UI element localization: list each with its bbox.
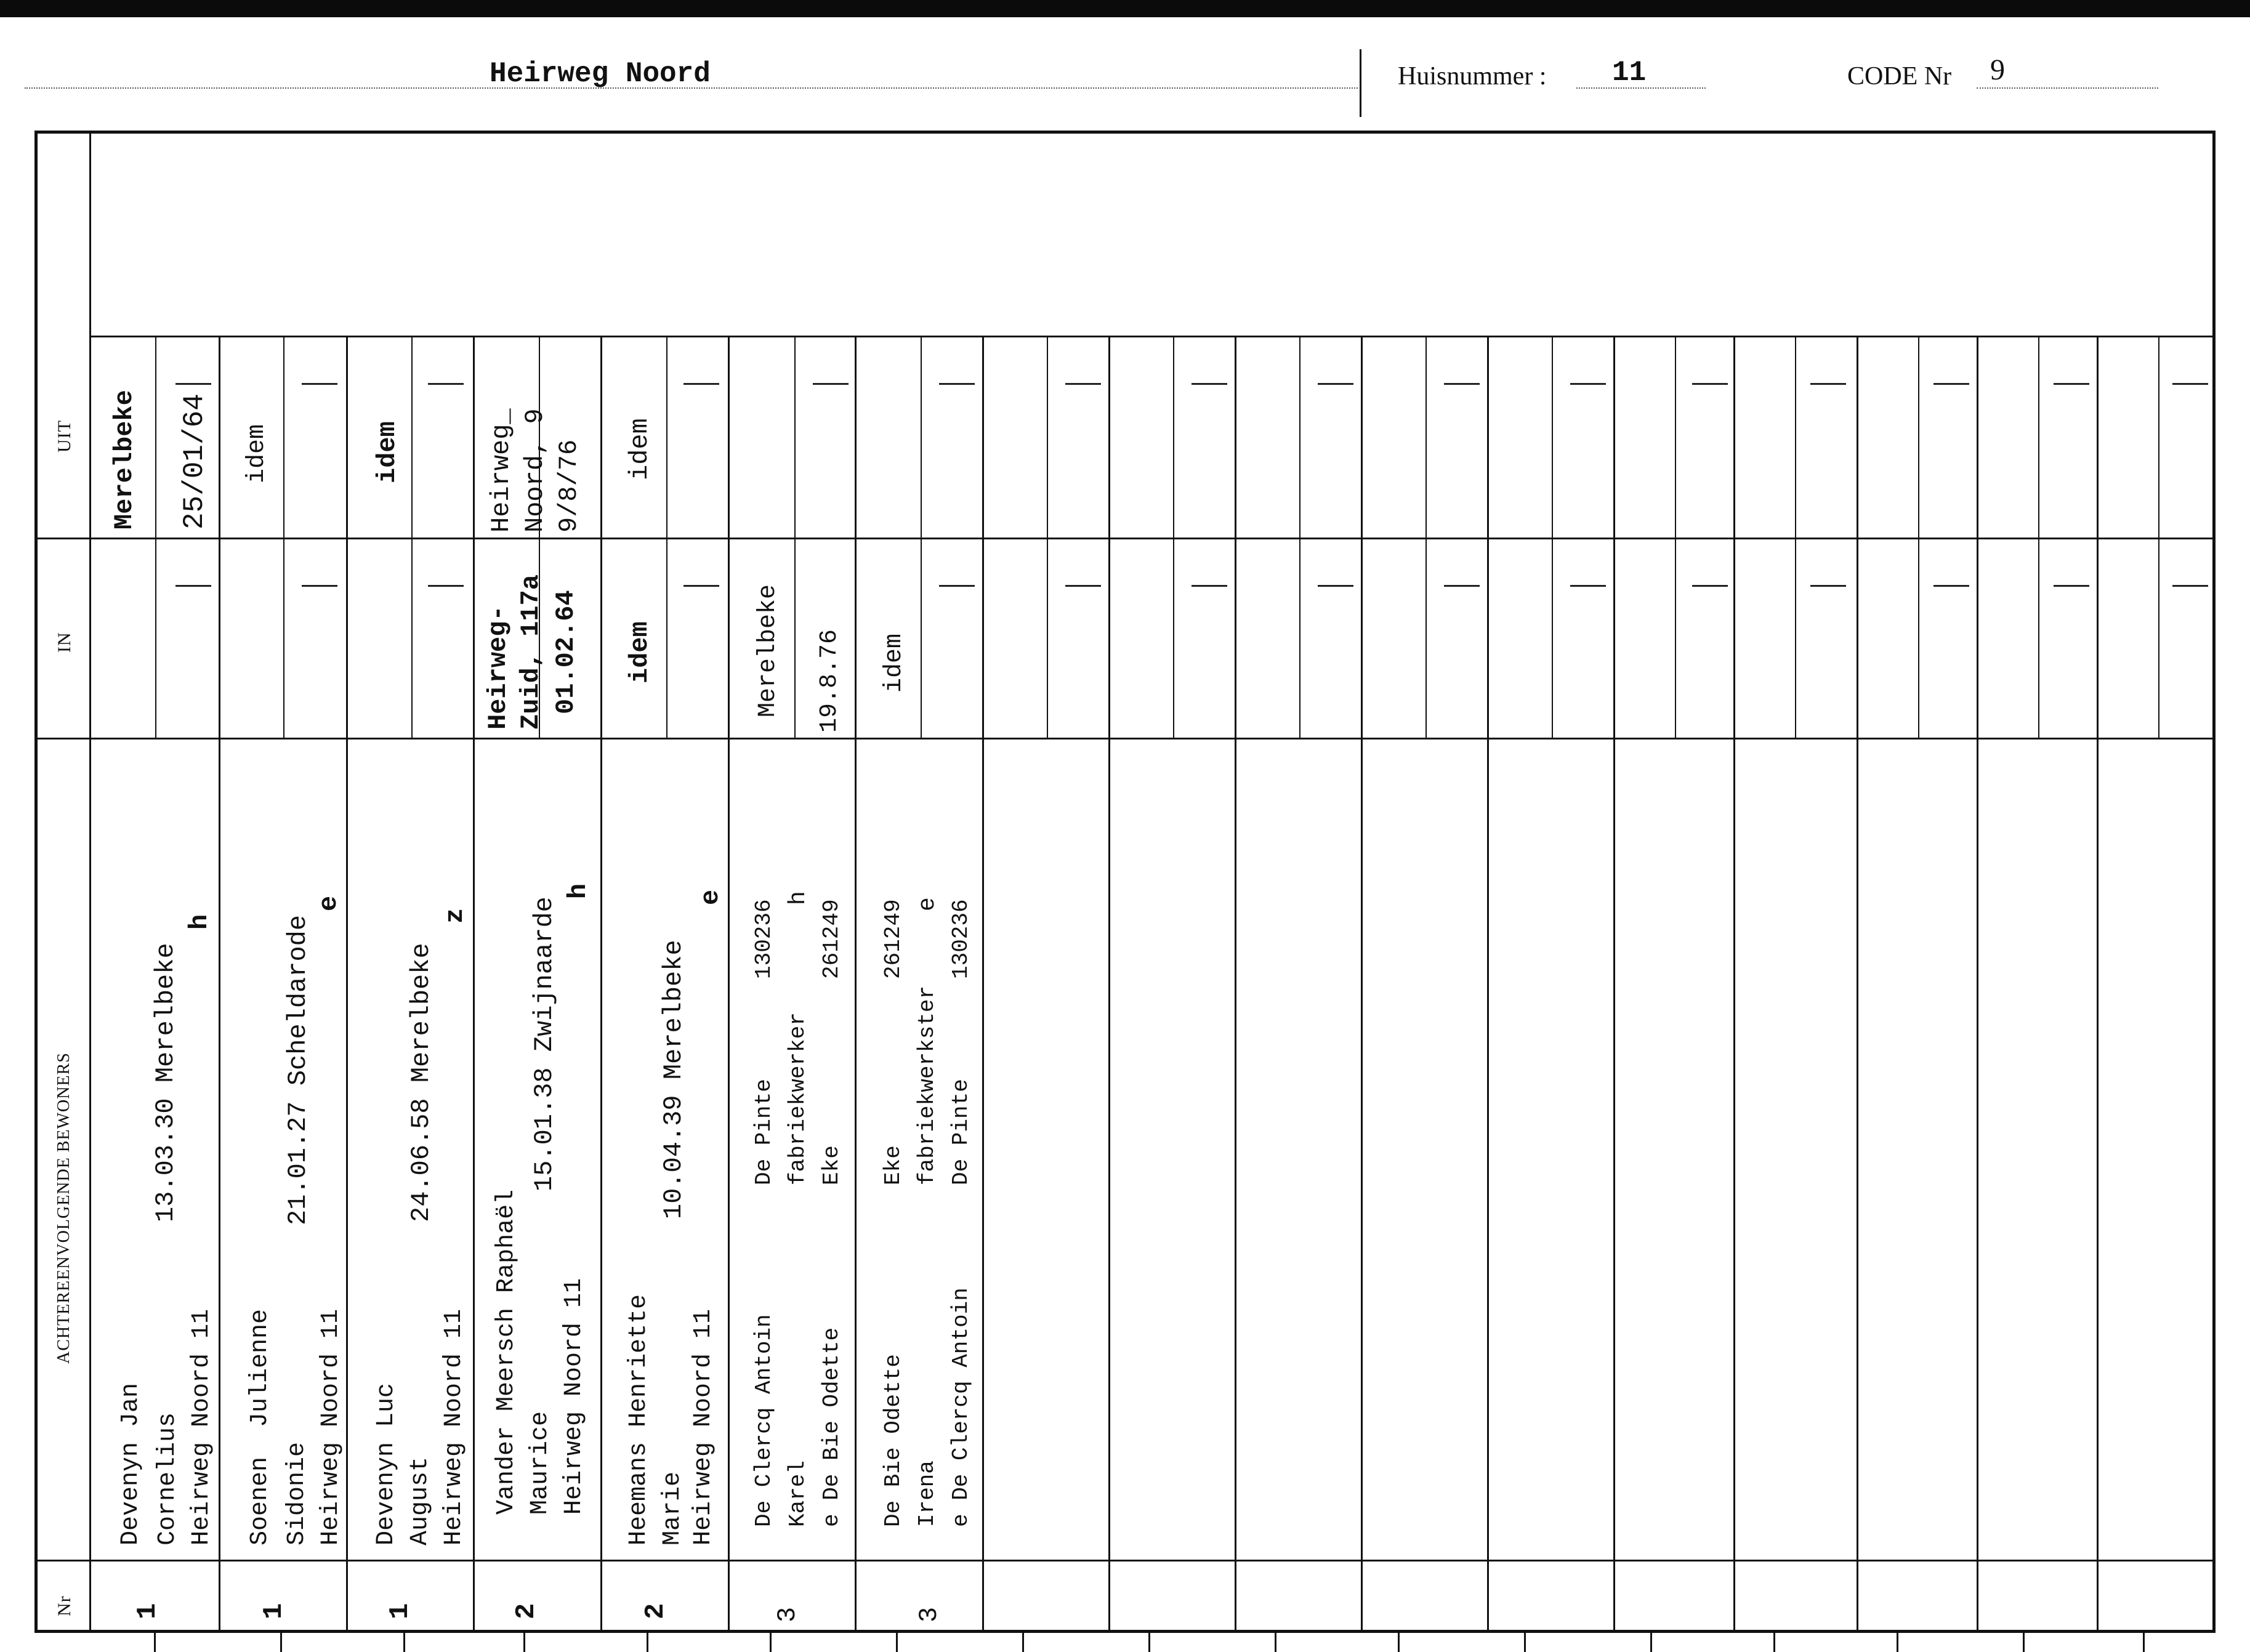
resident-mark: z [440,908,470,924]
resident-nr: 2 [511,1603,542,1619]
label-column-line [89,131,91,1633]
uit-place: idem [373,421,402,483]
residents-top-line [34,738,2216,739]
uit-column-label: UIT [54,420,75,453]
uit-place: idem [243,424,271,483]
resident-mark: h [563,883,593,899]
resident-address: Heirweg Noord 11 [188,1308,216,1545]
resident-address: Heirweg Noord 11 [440,1308,468,1545]
resident-name-line: Karel [785,1460,810,1527]
resident-name-line: Maurice [526,1411,554,1515]
resident-mark: h [185,914,214,930]
resident-name-line: Marie [659,1471,687,1545]
residents-column-label: ACHTEREENVOLGENDE BEWONERS [54,1052,73,1364]
resident-birth: 21.01.27 Scheldarode [283,914,313,1225]
scan-top-border [0,0,2250,17]
resident-mark: e [314,895,344,911]
resident-nr: 3 [773,1606,802,1622]
resident-name-line: Irena [914,1460,940,1527]
resident-spouse: e De Bie Odette [819,1327,844,1527]
resident-birthplace: Eke [881,1145,906,1185]
resident-occupation: fabriekwerkster [914,985,940,1185]
code-label: CODE Nr [1847,62,1952,91]
uit-date: 9/8/76 [554,439,584,533]
resident-id: 261249 [881,899,906,979]
uit-place-line: Noord, 9 [520,408,550,533]
in-place: Heirweg- [483,605,513,730]
uit-place: idem [625,418,655,480]
register-table [34,131,2216,1633]
code-line [1977,87,2158,89]
resident-name: De Bie Odette [881,1354,906,1527]
resident-birth: 13.03.30 Merelbeke [151,943,180,1222]
resident-address: Heirweg Noord 11 [317,1308,345,1545]
resident-name-line: Sidonie [283,1441,311,1545]
resident-mark: e [914,897,941,911]
street-name: Heirweg Noord [490,58,711,90]
resident-address: Heirweg Noord 11 [690,1308,717,1545]
in-column-label: IN [54,632,75,653]
uit-top-line [89,336,2216,337]
resident-nr: 1 [132,1603,163,1619]
spouse-birthplace: De Pinte [948,1079,974,1185]
in-place: idem [881,633,908,693]
resident-nr: 3 [914,1606,944,1622]
house-number-value: 11 [1612,57,1647,89]
resident-nr: 2 [640,1603,671,1619]
uit-place: Heirweg_ [486,408,516,533]
resident-name: Heemans Henriette [625,1294,653,1545]
resident-name: De Clercq Antoin [751,1314,776,1527]
resident-spouse: e De Clercq Antoin [948,1287,974,1527]
spouse-id: 130236 [948,899,974,979]
resident-birthplace: De Pinte [751,1079,776,1185]
in-place: idem [625,621,655,683]
resident-name: Devenyn Luc [373,1382,400,1545]
spouse-birthplace: Eke [819,1145,844,1185]
resident-mark: h [785,891,812,905]
nr-top-line [34,1560,2216,1561]
in-date: 01.02.64 [551,590,581,714]
resident-name-line: August [406,1456,434,1545]
resident-nr: 1 [385,1603,416,1619]
resident-birth: 24.06.58 Merelbeke [406,943,436,1222]
uit-place: Merelbeke [110,390,139,530]
house-number-label: Huisnummer : [1398,62,1547,91]
resident-name: Vander Meersch Raphaël [493,1189,520,1515]
uit-date: 25/01/64 [179,393,211,530]
resident-name: Soenen Julienne [246,1308,274,1545]
resident-nr: 1 [259,1603,289,1619]
in-place-line: Zuid, 117a [516,574,546,730]
resident-name-line: Cornelius [154,1412,182,1545]
in-date: 19.8.76 [816,629,844,733]
resident-birth: 15.01.38 Zwijnaarde [530,897,559,1191]
in-top-line [34,538,2216,539]
resident-address: Heirweg Noord 11 [560,1278,588,1515]
in-place: Merelbeke [754,584,782,717]
header-divider [1360,49,1361,117]
resident-mark: e [696,889,725,905]
spouse-id: 261249 [819,899,844,979]
resident-id: 130236 [751,899,776,979]
resident-name: Devenyn Jan [117,1382,145,1545]
code-value: 9 [1990,54,2005,86]
resident-occupation: fabriekwerker [785,1012,810,1185]
resident-birth: 10.04.39 Merelbeke [659,940,688,1219]
nr-column-label: Nr [54,1595,75,1616]
